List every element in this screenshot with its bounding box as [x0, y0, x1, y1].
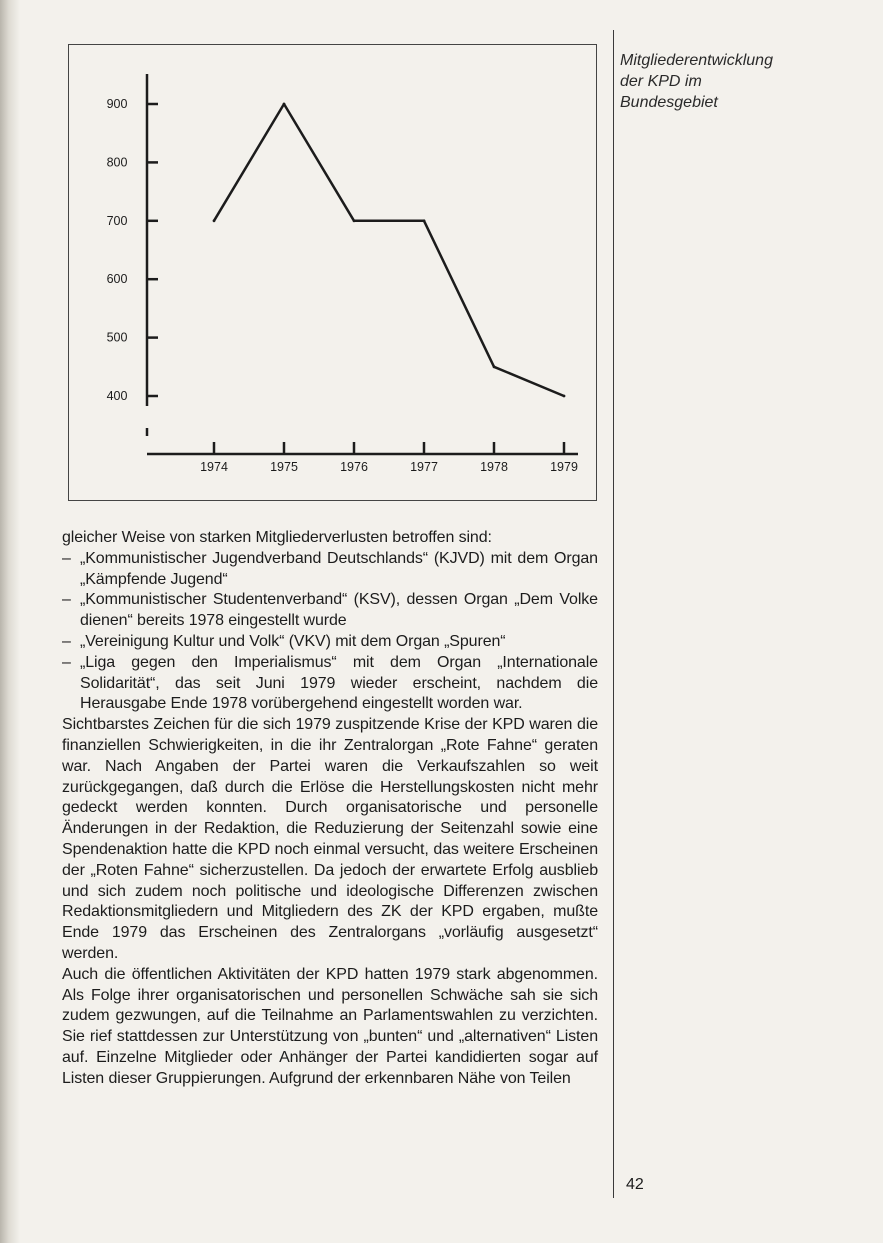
- x-tick-label: 1975: [270, 460, 298, 474]
- list-item: – „Kommunistischer Studentenverband“ (KSV), dessen Organ „Dem Volke dienen“ bereits 1978 eingestellt wurde: [62, 590, 598, 632]
- paragraph: Auch die öffentlichen Aktivitäten der KPD hatten 1979 stark abgenommen. Als Folge ihrer organisatorischen und personellen Schwäche sah sie sich zudem gezwungen, auf die Teilnahme an Parlamentswahlen zu verzichten. Sie rief stattdessen zur Unterstützung von „bunten“ und „alternativen“ Listen auf. Einzelne Mitglieder oder Anhänger der Partei kandidierten sogar auf Listen dieser Gruppierungen. Aufgrund der erkennbaren Nähe von Teilen: [62, 965, 598, 1087]
- x-tick-label: 1978: [480, 460, 508, 474]
- page-number: 42: [626, 1176, 644, 1193]
- x-tick-label: 1977: [410, 460, 438, 474]
- data-point: [423, 219, 426, 222]
- page-binding-shadow: [0, 0, 20, 1243]
- margin-rule: [613, 30, 614, 1198]
- series-line: [214, 104, 564, 396]
- data-point: [283, 103, 286, 106]
- y-tick-label: 600: [106, 272, 128, 287]
- paragraph: Sichtbarstes Zeichen für die sich 1979 zuspitzende Krise der KPD waren die finanziellen Schwierigkeiten, in die ihr Zentralorgan „Rote Fahne“ geraten war. Nach Angaben der Partei waren die Verkaufszahlen so weit zurückgegangen, daß durch die Erlöse die Herstellungskosten nicht mehr gedeckt werden konnten. Durch organisatorische und personelle Änderungen in der Redaktion, die Reduzierung der Seitenzahl sowie eine Spendenaktion hatte die KPD noch einmal versucht, das weitere Erscheinen der „Roten Fahne“ sicherzustellen. Da jedoch der erwartete Erfolg ausblieb und sich zudem noch politische und ideologische Differenzen zwischen Redaktionsmitgliedern und Mitgliedern des ZK der KPD ergaben, mußte Ende 1979 das Erscheinen des Zentralorgans „vorläufig ausgesetzt“ werden.: [62, 716, 598, 962]
- intro-sentence: gleicher Weise von starken Mitgliederverlusten betroffen sind:: [62, 529, 492, 546]
- organization-list: [62, 549, 598, 715]
- body-text: [62, 528, 598, 1090]
- x-tick-label: 1976: [340, 460, 368, 474]
- list-item: – „Liga gegen den Imperialismus“ mit dem Organ „Internationale Solidarität“, das seit Juni 1979 wieder erscheint, nachdem die Herausgabe Ende 1978 vorübergehend eingestellt worden war.: [62, 653, 598, 715]
- y-tick-label: 900: [106, 97, 128, 111]
- caption-line-3: Bundesgebiet: [620, 94, 718, 111]
- caption-line-1: Mitgliederentwicklung: [620, 52, 773, 69]
- y-tick-label: 400: [106, 389, 128, 403]
- caption-line-2: der KPD im: [620, 73, 702, 90]
- list-item: – „Vereinigung Kultur und Volk“ (VKV) mit dem Organ „Spuren“: [62, 632, 598, 653]
- data-point: [353, 219, 356, 222]
- y-tick-label: 800: [106, 155, 128, 170]
- list-item: – „Kommunistischer Jugendverband Deutschlands“ (KJVD) mit dem Organ „Kämpfende Jugend“: [62, 549, 598, 591]
- membership-line-chart: [68, 44, 597, 501]
- figure-caption: [620, 50, 860, 113]
- x-tick-label: 1979: [550, 460, 578, 474]
- y-tick-label: 700: [106, 213, 128, 228]
- data-point: [493, 365, 496, 368]
- data-point: [563, 395, 566, 398]
- data-point: [213, 219, 216, 222]
- x-tick-label: 1974: [200, 460, 228, 474]
- y-tick-label: 500: [106, 330, 128, 345]
